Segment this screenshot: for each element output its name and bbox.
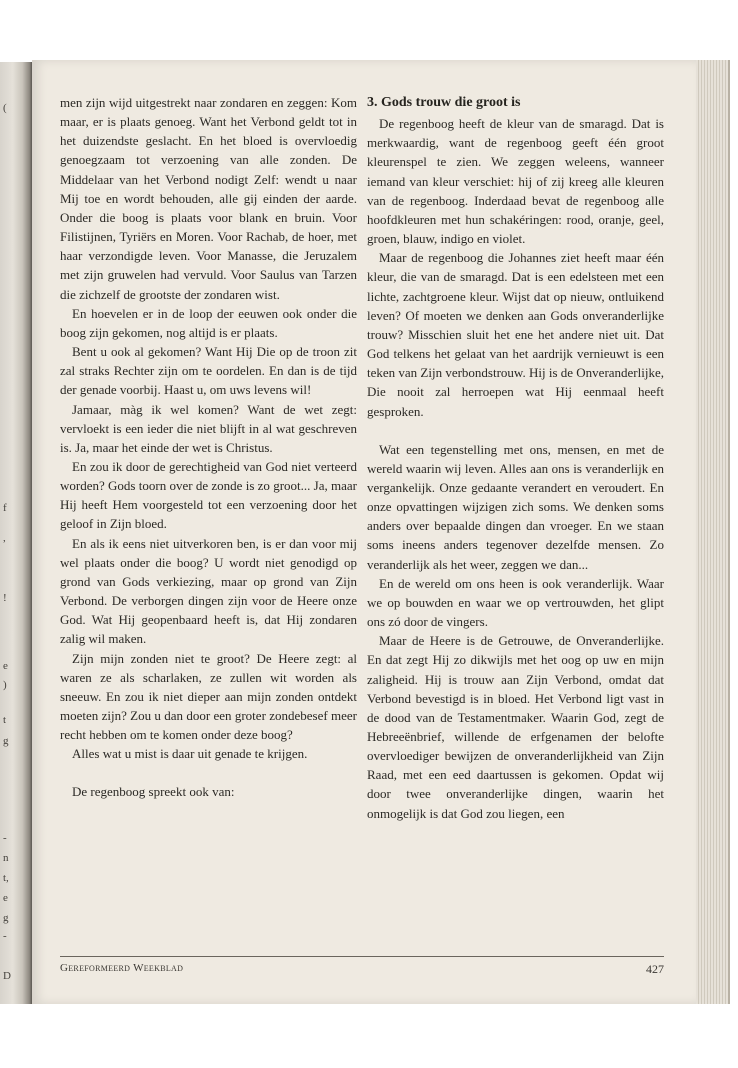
footer-rule (60, 956, 664, 957)
paragraph: Bent u ook al gekomen? Want Hij Die op de troon zit zal straks Rechter zijn om te oordelen. En dan is de tijd der genade voorbij. Haast u, om uws levens wil! (60, 344, 357, 398)
publication-name: Gereformeerd Weekblad (60, 962, 184, 974)
paragraph: men zijn wijd uitgestrekt naar zondaren en zeggen: Kom maar, er is plaats genoeg. Want het Verbond geldt tot in het duizendste geslacht. En het bloed is overvloedig genoegzaam tot verzoening van alle zonden. De Middelaar van het Verbond nodigt Zelf: wendt u naar Mij toe en wordt behouden, alle gij einden der aarde. Onder die boog is plaats voor blank en bruin. Voor Filistijnen, Tyriërs en Moren. Voor Rachab, de hoer, met haar verzondigde leven. Voor Manasse, die Jeruzalem met zijn gruwelen had vervuld. Voor Saulus van Tarzen die zichzelf de grootste der zondaren wist. (60, 95, 357, 302)
paragraph: De regenboog heeft de kleur van de smaragd. Dat is merkwaardig, want de regenboog geeft één groot kleurenspel te zien. We zeggen weleens, wanneer iemand van kleur verschiet: hij of zij kreeg alle kleuren van de regenboog. Inderdaad bevat de regenboog alle hoofdkleuren met hun schakéringen: rood, oranje, geel, groen, blauw, indigo en violet. (367, 116, 664, 247)
left-text-column (60, 93, 357, 802)
paragraph: Zijn mijn zonden niet te groot? De Heere zegt: al waren ze als scharlaken, ze zullen wit worden als sneeuw. En zou ik niet dieper aan mijn zonden ontdekt moeten zijn? Zou u dan door een groter zondebesef meer recht hebben om te komen onder deze boog? (60, 650, 357, 743)
right-text-column (367, 93, 664, 823)
paragraph: En als ik eens niet uitverkoren ben, is er dan voor mij wel plaats onder die boog? U wordt niet genodigd op grond van Gods verkiezing, maar op grond van Zijn Verbond. De verborgen dingen zijn voor de Heere onze God. Wat Hij geopenbaard heeft is, dat Hij zondaren zalig wil maken. (60, 535, 357, 647)
paragraph: Alles wat u mist is daar uit genade te krijgen. (72, 746, 308, 762)
page-edges (696, 60, 730, 1004)
paragraph: Maar de regenboog die Johannes ziet heeft maar één kleur, die van de smaragd. Dat is een edelsteen met een lichte, zachtgroene kleur. Wijst dat op nieuw, ontluikend leven? Of moeten we denken aan Gods onveranderlijke trouw? Misschien sluit het ene het andere niet uit. Dat God telkens het gelaat van het aardrijk vernieuwt is een teken van Zijn verbondstrouw. Hij is de Onveranderlijke, Die nooit zal herroepen wat Hij eenmaal heeft gesproken. (367, 250, 664, 419)
paragraph: En hoevelen er in de loop der eeuwen ook onder die boog zijn gekomen, nog altijd is er plaats. (60, 305, 357, 340)
left-page-gutter (0, 62, 32, 1004)
adjacent-page-fragments: ( f , ! e ) t g - n t, e g ‐ D (3, 102, 11, 982)
paragraph: En zou ik door de gerechtigheid van God niet verteerd worden? Gods toorn over de zonde is zo groot... Ja, maar Hij heeft Hem voorgesteld tot een verzoening door het geloof in Zijn bloed. (60, 458, 357, 532)
paragraph: De regenboog spreekt ook van: (72, 784, 235, 800)
paragraph: En de wereld om ons heen is ook veranderlijk. Waar we op bouwden en waar we op vertrouwden, het glipt ons zó door de vingers. (367, 575, 664, 630)
paragraph: Maar de Heere is de Getrouwe, de Onveranderlijke. En dat zegt Hij zo dikwijls met het oog op uw en mijn zaligheid. Hij is trouw aan Zijn Verbond, omdat dat Verbond bevestigd is in bloed. Het Verbond ligt vast in de dood van de Testamentmaker. Waarin God, zegt de Hebreeënbrief, willende de erfgenamen der belofte overvloediger bewijzen de onveranderlijkheid van Zijn Raad, met een eed daartussen is gekomen. Opdat wij door twee onveranderlijke dingen, waarin het onmogelijk is dat God zou liegen, een (367, 633, 664, 821)
paragraph: Jamaar, màg ik wel komen? Want de wet zegt: vervloekt is een ieder die niet blijft in al wat geschreven is. Ja, maar het einde der wet is Christus. (60, 401, 357, 455)
paragraph: Wat een tegenstelling met ons, mensen, en met de wereld waarin wij leven. Alles aan ons is veranderlijk en vergankelijk. Onze gedaante verandert en veroudert. En onze opvattingen wijzigen zich soms. We denken soms anders over bepaalde dingen dan vroeger. En we staan soms ineens anders tegenover dezelfde mensen. Zo veranderlijk als het weer, zeggen we dan... (367, 441, 664, 572)
section-heading: 3. Gods trouw die groot is (367, 95, 521, 110)
page-number: 427 (646, 962, 664, 976)
